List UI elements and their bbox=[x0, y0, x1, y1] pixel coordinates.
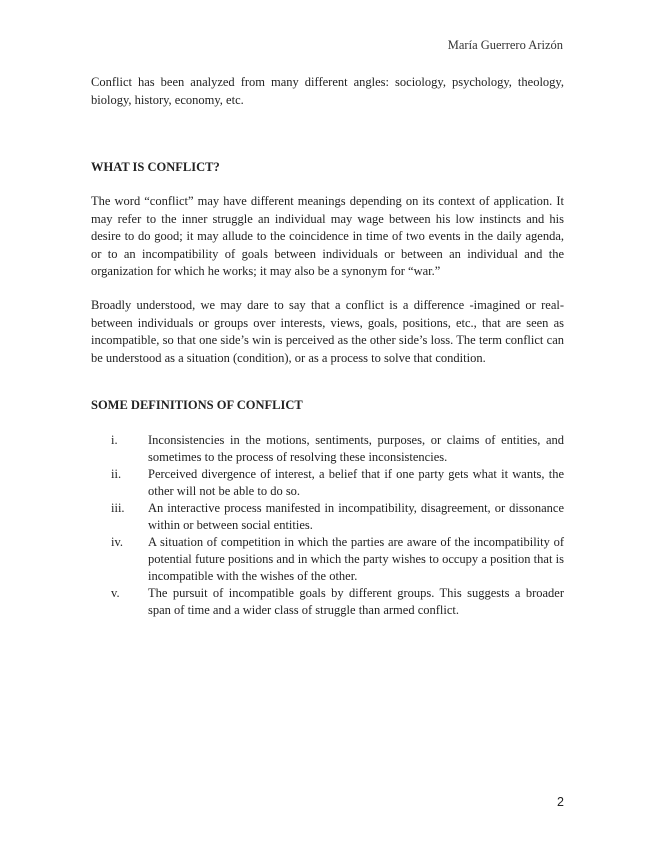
list-item-number: ii. bbox=[111, 467, 122, 481]
paragraph-conflict-meanings: The word “conflict” may have different meanings depending on its context of application. It may refer to the inner struggle an individual may wage between his low instincts and his desire to do good; it may allude to the coincidence in time of two events in the daily agenda, or to an incompatibility of goals between individuals or between an individual and the organization for which he works; it may also be a synonym for “war.” bbox=[91, 194, 564, 278]
list-item bbox=[91, 534, 564, 585]
header-author: María Guerrero Arizón bbox=[447, 38, 563, 52]
list-item-text: Perceived divergence of interest, a belief that if one party gets what it wants, the other will not be able to do so. bbox=[148, 467, 564, 498]
list-item-text: A situation of competition in which the parties are aware of the incompatibility of potential future positions and in which the party wishes to occupy a position that is incompatible with the wishes of the other. bbox=[148, 535, 564, 583]
section-heading-what-is-conflict: WHAT IS CONFLICT? bbox=[91, 160, 220, 174]
list-item-text: The pursuit of incompatible goals by different groups. This suggests a broader span of time and a wider class of struggle than armed conflict. bbox=[148, 586, 564, 617]
list-item-text: Inconsistencies in the motions, sentiments, purposes, or claims of entities, and sometimes to the process of resolving these inconsistencies. bbox=[148, 433, 564, 464]
section-heading-definitions: SOME DEFINITIONS OF CONFLICT bbox=[91, 398, 303, 412]
paragraph-broad-definition: Broadly understood, we may dare to say that a conflict is a difference -imagined or real- between individuals or groups over interests, views, goals, positions, etc., that are seen as incompatible, so that one side’s win is perceived as the other side’s loss. The term conflict can be understood as a situation (condition), or as a process to solve that condition. bbox=[91, 298, 564, 365]
list-item bbox=[91, 466, 564, 500]
list-item-number: v. bbox=[111, 586, 120, 600]
list-item-number: i. bbox=[111, 433, 118, 447]
list-item-number: iii. bbox=[111, 501, 125, 515]
intro-paragraph: Conflict has been analyzed from many different angles: sociology, psychology, theology, biology, history, economy, etc. bbox=[91, 75, 564, 107]
page-number: 2 bbox=[557, 795, 564, 809]
list-item bbox=[91, 432, 564, 466]
definitions-list bbox=[91, 432, 564, 619]
list-item-text: An interactive process manifested in incompatibility, disagreement, or dissonance within or between social entities. bbox=[148, 501, 564, 532]
list-item-number: iv. bbox=[111, 535, 124, 549]
list-item bbox=[91, 500, 564, 534]
list-item bbox=[91, 585, 564, 619]
